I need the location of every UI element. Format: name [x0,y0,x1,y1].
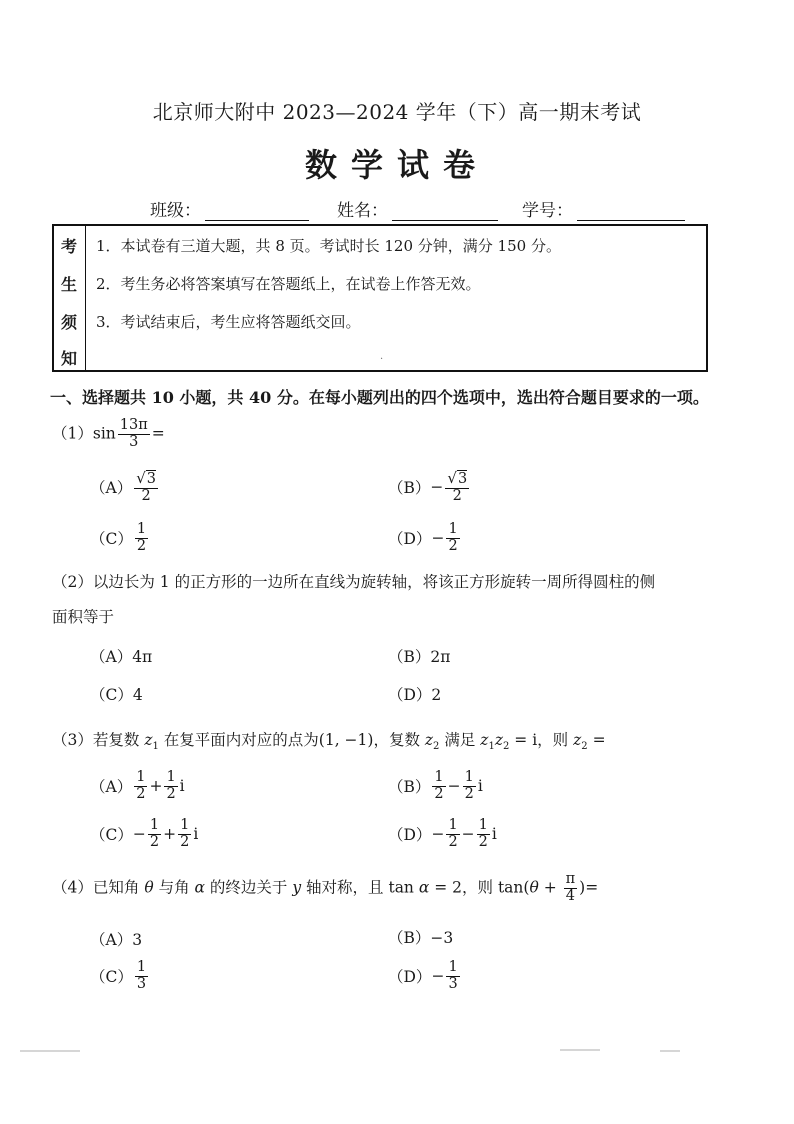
q3-text: = i，则 [509,731,574,749]
frac-den: 2 [478,833,488,850]
frac-den: 3 [136,975,147,992]
q2-option-c: （C）4 [90,686,143,704]
sqrt-icon: √ [447,469,457,487]
q3-sub: 2 [581,741,588,753]
q3-option-c [90,818,198,851]
q4-option-d [388,960,462,993]
option-fraction [463,770,476,803]
frac-num: 1 [136,769,146,785]
q1-frac-den: 3 [129,433,139,450]
q3-option-d [388,818,497,851]
q4-text: 已知角 [92,878,145,897]
class-blank [205,202,309,221]
name-label: 姓名： [337,201,388,221]
q1-sin: sin [92,424,116,443]
notice-side-label [54,226,86,370]
frac-num: 1 [434,769,444,785]
minus-sign: − [132,825,146,844]
scan-artifact [560,1049,600,1051]
q3-option-b [388,770,483,803]
frac-den: 2 [136,785,146,802]
q3-z: z [144,731,153,749]
frac-num [134,470,158,489]
subject-title: 数学试卷 [304,146,489,184]
frac-den: 2 [141,487,151,504]
frac-num: 1 [180,817,190,833]
name-blank [392,202,498,221]
option-label: （D） [388,530,432,549]
notice-char: 知 [60,349,77,368]
frac-num: 1 [448,521,458,537]
q3-sub: 2 [503,741,510,753]
notice-item: 3．考试结束后，考生应将答题纸交回。 [96,313,361,331]
id-field [522,196,685,221]
q4-text: 轴对称，且 tan [301,878,419,897]
q4-alpha: α [418,878,430,897]
imag-unit: i [193,825,199,844]
exam-notice-box [52,224,708,372]
frac-den: 2 [448,537,458,554]
q4-text: = 2，则 tan( [429,878,530,897]
q2-option-b: （B）2π [388,648,451,666]
option-label: （D） [388,968,432,987]
minus-sign: − [431,529,445,548]
option-fraction [178,818,191,851]
notice-char: 考 [60,237,77,256]
plus-sign: + [149,777,163,796]
scan-speck: · [380,354,384,365]
name-field [337,196,498,221]
q3-z: z [480,731,489,749]
q1-equals: = [151,424,165,443]
frac-num: 1 [136,521,147,537]
q4-alpha: α [194,878,205,897]
scan-artifact [20,1050,80,1052]
q4-option-c [90,960,150,993]
option-label: （A） [90,778,133,797]
student-info-row [150,196,710,220]
option-fraction [135,522,148,555]
frac-den: 3 [448,975,458,992]
question-2-line-1: （2）以边长为 1 的正方形的一边所在直线为旋转轴，将该正方形旋转一周所得圆柱的侧 [52,573,656,591]
frac-den: 2 [136,537,147,554]
sqrt-radicand: 3 [457,471,468,487]
q3-sub: 1 [152,741,159,753]
sqrt-icon: √ [136,469,146,487]
option-label: （C） [90,826,133,845]
question-3 [52,728,606,752]
option-fraction [446,818,459,851]
q3-sub: 2 [433,741,440,753]
minus-sign: − [447,777,461,796]
frac-den: 2 [448,833,458,850]
q4-text: )= [579,878,599,897]
school-title: 北京师大附中 2023—2024 学年（下）高一期末考试 [152,100,642,124]
option-fraction [134,470,158,505]
frac-den: 2 [434,785,444,802]
q3-option-a [90,770,185,803]
q3-sub: 1 [488,741,495,753]
option-fraction [148,818,161,851]
q4-text: 与角 [153,878,195,897]
q3-text: 满足 [439,731,481,749]
option-fraction [432,770,445,803]
frac-den: 2 [452,487,462,504]
frac-num [445,470,469,489]
frac-num: 1 [136,959,147,975]
minus-sign: − [461,825,475,844]
q4-option-b: （B）−3 [388,929,454,947]
option-label: （C） [90,968,133,987]
frac-num: 1 [448,959,458,975]
question-2-line-2: 面积等于 [52,608,115,626]
plus-sign: + [163,825,177,844]
id-label: 学号： [522,201,573,221]
q4-y: y [292,878,302,897]
option-fraction [164,770,177,803]
option-label: （B） [388,479,431,498]
imag-unit: i [477,777,483,796]
q1-option-c [90,522,150,555]
q1-frac-num: 13π [119,417,148,433]
class-label: 班级： [150,201,201,221]
option-label: （C） [90,530,133,549]
sqrt-radicand: 3 [146,471,156,487]
option-fraction [477,818,490,851]
notice-char: 须 [60,313,77,332]
notice-char: 生 [60,275,77,294]
frac-den: 4 [565,887,576,904]
q4-fraction [564,872,578,905]
frac-num: 1 [149,817,160,833]
q4-theta: θ [529,878,539,897]
q1-option-a [90,470,160,505]
option-fraction [446,960,459,993]
q3-text: = [587,731,606,749]
q4-text: + [538,878,562,897]
q3-z: z [494,731,503,749]
q3-z: z [424,731,434,749]
option-fraction [135,960,148,993]
frac-den: 2 [149,833,160,850]
frac-num: 1 [166,769,176,785]
class-field [150,196,309,221]
option-fraction [445,470,469,505]
minus-sign: − [431,825,445,844]
question-4 [52,872,598,905]
option-label: （D） [388,826,432,845]
option-label: （A） [90,479,133,498]
q3-z: z [573,731,582,749]
minus-sign: − [430,478,444,497]
q4-theta: θ [144,878,154,897]
option-label: （B） [388,778,431,797]
q4-text: 的终边关于 [204,878,293,897]
q4-option-a: （A）3 [90,931,143,949]
q1-option-d [388,522,462,555]
q3-text: 在复平面内对应的点为(1, −1)，复数 [158,731,425,749]
q2-option-a: （A）4π [90,648,153,666]
imag-unit: i [179,777,185,796]
frac-num: 1 [464,769,474,785]
imag-unit: i [491,825,497,844]
q3-text: 若复数 [92,731,145,749]
frac-den: 2 [180,833,190,850]
frac-num: π [565,871,576,887]
question-number: （3） [52,731,93,749]
id-blank [577,202,685,221]
q1-fraction [118,418,150,451]
option-fraction [134,770,147,803]
scan-artifact [660,1050,680,1052]
section-heading: 一、选择题共 10 小题，共 40 分。在每小题列出的四个选项中，选出符合题目要求的一项。 [50,388,709,407]
q2-option-d: （D）2 [388,686,442,704]
notice-item: 2．考生务必将答案填写在答题纸上，在试卷上作答无效。 [96,275,481,293]
frac-num: 1 [478,817,488,833]
question-number: （1） [52,424,93,443]
frac-den: 2 [464,785,474,802]
frac-den: 2 [166,785,176,802]
minus-sign: − [431,967,445,986]
question-number: （4） [52,878,93,897]
option-fraction [446,522,459,555]
notice-item: 1．本试卷有三道大题，共 8 页。考试时长 120 分钟，满分 150 分。 [96,237,561,255]
frac-num: 1 [448,817,458,833]
q1-option-b [388,470,471,505]
question-1 [52,418,165,451]
